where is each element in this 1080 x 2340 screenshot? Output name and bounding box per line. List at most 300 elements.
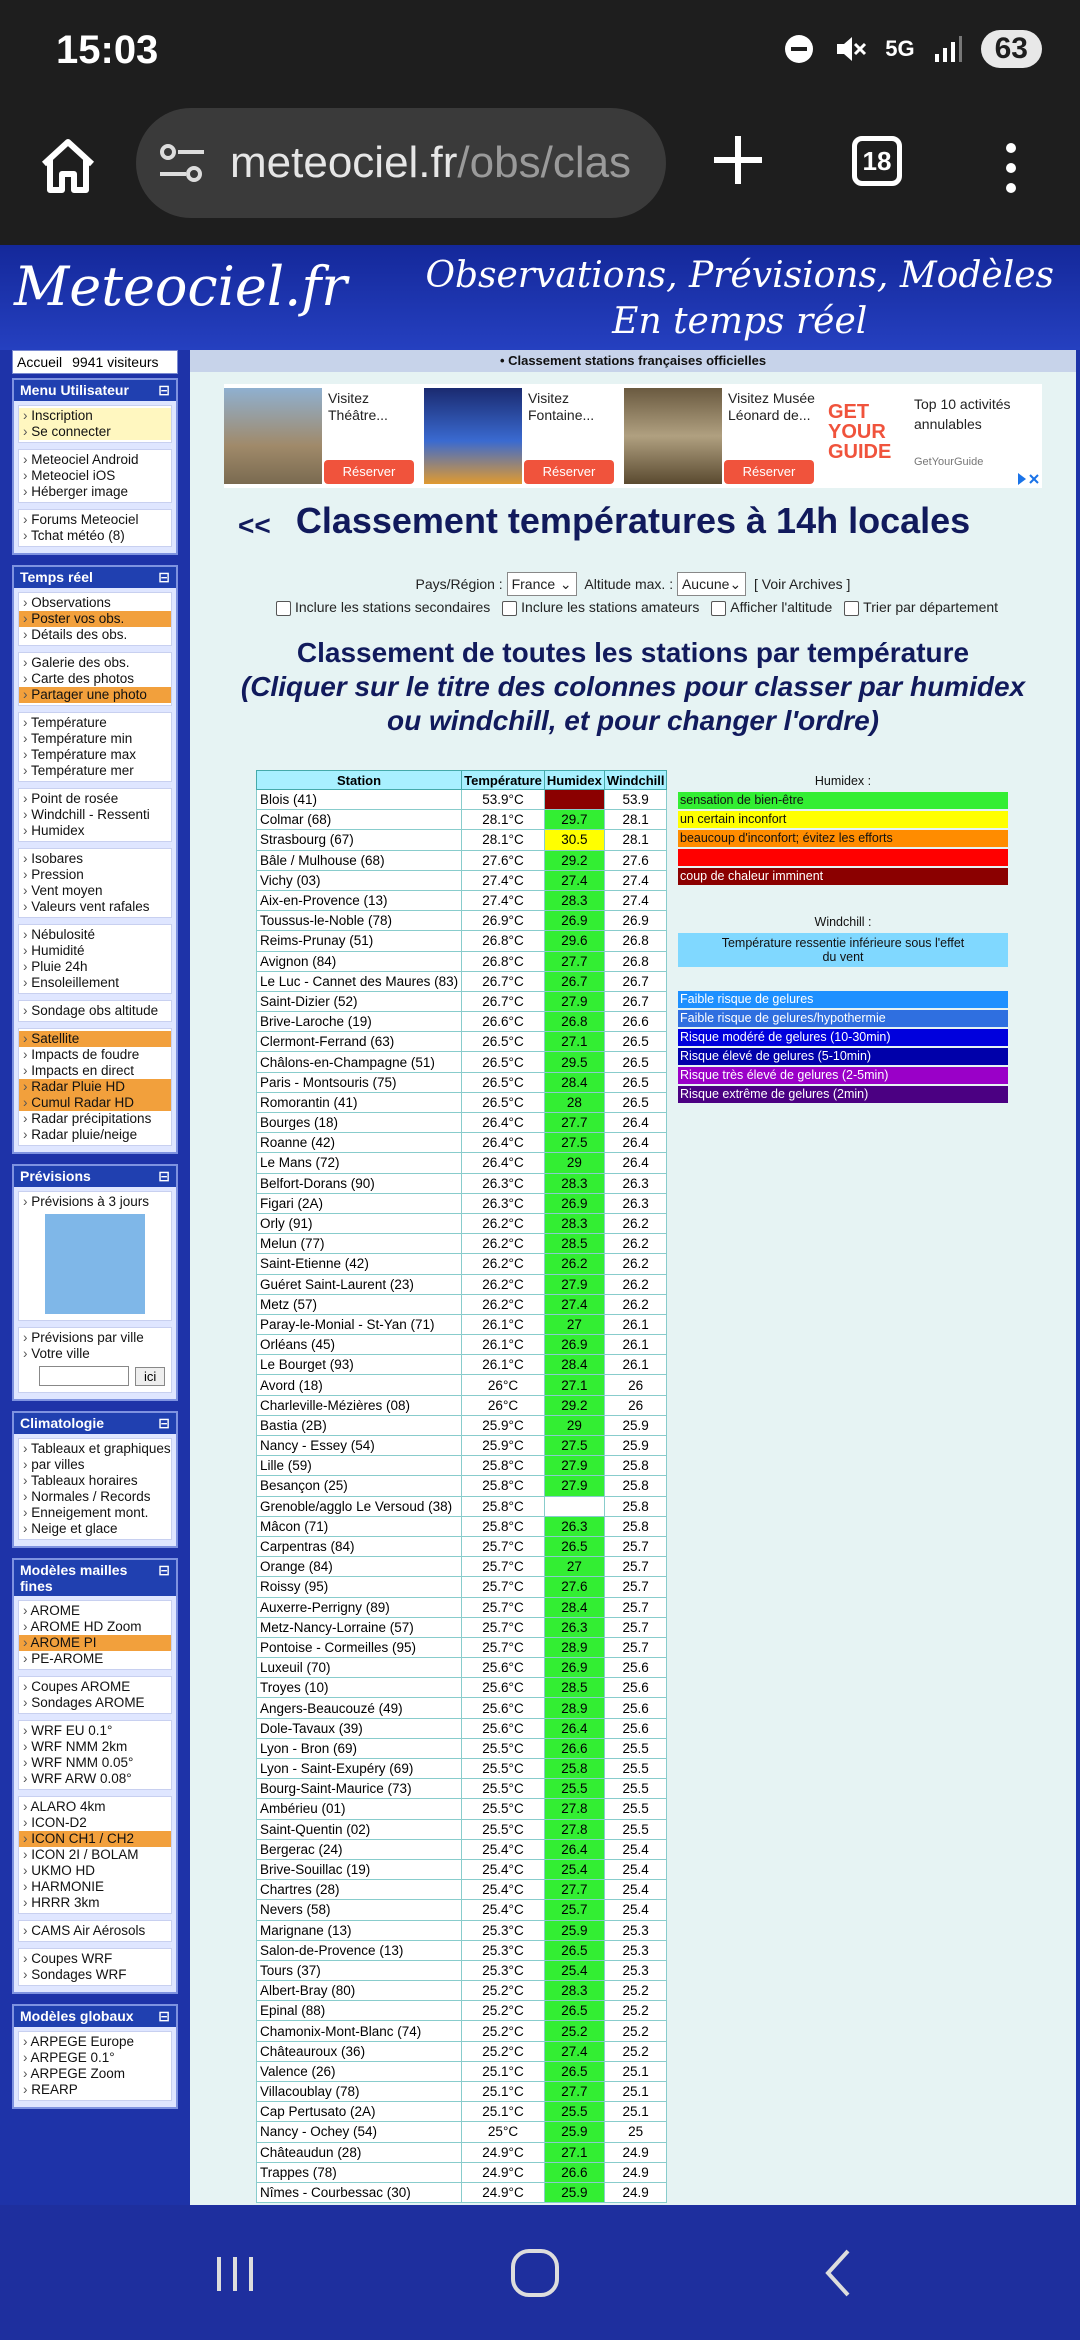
station-name[interactable]: Luxeuil (70) <box>257 1658 462 1678</box>
station-name[interactable]: Châteauroux (36) <box>257 2041 462 2061</box>
table-row <box>257 1012 667 1032</box>
humidex-cell: 25.9 <box>544 2182 604 2202</box>
sidebar-link[interactable]: › Sondage obs altitude <box>19 1003 171 1019</box>
station-name[interactable]: Avignon (84) <box>257 951 462 971</box>
temperature-cell: 25.2°C <box>462 1981 545 2001</box>
collapse-icon[interactable]: ⊟ <box>158 1562 170 1578</box>
column-header[interactable]: Température <box>462 771 545 790</box>
site-settings-icon[interactable] <box>154 138 214 188</box>
sidebar-link[interactable]: › ICON-D2 <box>19 1815 171 1831</box>
secondary-stations-checkbox[interactable] <box>276 601 291 616</box>
windchill-cell: 25.5 <box>604 1819 667 1839</box>
humidex-legend-title: Humidex : <box>814 774 872 788</box>
station-name[interactable]: Auxerre-Perrigny (89) <box>257 1597 462 1617</box>
sidebar-link[interactable]: › AROME PI <box>19 1635 171 1651</box>
windchill-cell: 25.9 <box>604 1436 667 1456</box>
altitude-select[interactable] <box>677 572 746 596</box>
ad-card-getyourguide[interactable] <box>824 384 1042 488</box>
station-name[interactable]: Valence (26) <box>257 2061 462 2081</box>
humidex-cell: 27.4 <box>544 870 604 890</box>
station-name[interactable]: Carpentras (84) <box>257 1536 462 1556</box>
table-row <box>257 1658 667 1678</box>
station-name[interactable]: Toussus-le-Noble (78) <box>257 911 462 931</box>
station-name[interactable]: Bergerac (24) <box>257 1839 462 1859</box>
tab-count-button[interactable]: 18 <box>852 136 902 186</box>
station-name[interactable]: Grenoble/agglo Le Versoud (38) <box>257 1496 462 1516</box>
station-name[interactable]: Melun (77) <box>257 1234 462 1254</box>
humidex-cell: 26.5 <box>544 2061 604 2081</box>
humidex-cell: 25.8 <box>544 1759 604 1779</box>
sidebar-link[interactable]: › Partager une photo <box>19 687 171 703</box>
collapse-icon[interactable]: ⊟ <box>158 2008 170 2024</box>
windchill-cell: 26.4 <box>604 1113 667 1133</box>
table-row <box>257 1496 667 1516</box>
temperature-cell: 25.1°C <box>462 2102 545 2122</box>
windchill-cell: 24.9 <box>604 2162 667 2182</box>
table-row <box>257 1133 667 1153</box>
table-row <box>257 951 667 971</box>
home-nav-icon[interactable] <box>505 2243 565 2303</box>
station-name[interactable]: Bourg-Saint-Maurice (73) <box>257 1779 462 1799</box>
table-row <box>257 1920 667 1940</box>
sidebar-link[interactable]: › Meteociel iOS <box>19 468 171 484</box>
sidebar-link[interactable]: › Windchill - Ressenti <box>19 807 171 823</box>
sidebar-link[interactable]: › Température mer <box>19 763 171 779</box>
table-row <box>257 1314 667 1334</box>
column-header[interactable]: Station <box>257 771 462 790</box>
station-name[interactable]: Le Mans (72) <box>257 1153 462 1173</box>
sidebar-link[interactable]: › Coupes WRF <box>19 1951 171 1967</box>
sidebar-link[interactable]: › Observations <box>19 595 171 611</box>
sidebar-link[interactable]: › Inscription <box>19 408 171 424</box>
station-name[interactable]: Brive-Souillac (19) <box>257 1859 462 1879</box>
show-altitude-checkbox[interactable] <box>711 601 726 616</box>
station-name[interactable]: Belfort-Dorans (90) <box>257 1173 462 1193</box>
archives-link[interactable]: [ Voir Archives ] <box>753 576 851 592</box>
sidebar-link[interactable]: › Pluie 24h <box>19 959 171 975</box>
legend-row: sensation de bien-être <box>678 792 1008 809</box>
station-name[interactable]: Chartres (28) <box>257 1880 462 1900</box>
station-name[interactable]: Figari (2A) <box>257 1193 462 1213</box>
windchill-cell: 26.3 <box>604 1193 667 1213</box>
station-name[interactable]: Charleville-Mézières (08) <box>257 1395 462 1415</box>
sidebar-link[interactable]: › Tableaux horaires <box>19 1473 171 1489</box>
station-name[interactable]: Mâcon (71) <box>257 1516 462 1536</box>
checkbox-label: Afficher l'altitude <box>730 599 833 615</box>
windchill-cell: 26.6 <box>604 1012 667 1032</box>
station-name[interactable]: Roanne (42) <box>257 1133 462 1153</box>
station-name[interactable]: Lyon - Saint-Exupéry (69) <box>257 1759 462 1779</box>
station-name[interactable]: Romorantin (41) <box>257 1092 462 1112</box>
temperature-cell: 26.6°C <box>462 1012 545 1032</box>
legend-row: Risque très élevé de gelures (2-5min) <box>678 1067 1008 1084</box>
humidex-cell: 26.4 <box>544 1718 604 1738</box>
station-name[interactable]: Strasbourg (67) <box>257 830 462 850</box>
humidex-cell: 28.5 <box>544 1234 604 1254</box>
sidebar-link[interactable]: › WRF ARW 0.08° <box>19 1771 171 1787</box>
windchill-cell: 25 <box>604 2122 667 2142</box>
station-name[interactable]: Colmar (68) <box>257 810 462 830</box>
windchill-cell: 25.1 <box>604 2082 667 2102</box>
sidebar-link[interactable]: › Poster vos obs. <box>19 611 171 627</box>
country-select[interactable] <box>507 572 577 596</box>
sidebar-section-title[interactable] <box>14 567 176 588</box>
sidebar-group <box>18 1676 172 1714</box>
section-title-text: Temps réel <box>20 569 93 585</box>
collapse-icon[interactable]: ⊟ <box>158 1415 170 1431</box>
sidebar-link[interactable]: › UKMO HD <box>19 1863 171 1879</box>
sidebar-link[interactable]: › Forums Meteociel <box>19 512 171 528</box>
station-name[interactable]: Saint-Etienne (42) <box>257 1254 462 1274</box>
city-search-button[interactable]: ici <box>135 1367 165 1386</box>
sidebar-link[interactable]: › WRF NMM 2km <box>19 1739 171 1755</box>
temperature-cell: 25.1°C <box>462 2061 545 2081</box>
sidebar-link[interactable]: › CAMS Air Aérosols <box>19 1923 171 1939</box>
windchill-cell: 26.8 <box>604 931 667 951</box>
humidex-cell: 29.2 <box>544 850 604 870</box>
legend-row: un certain inconfort <box>678 811 1008 828</box>
humidex-cell: 27 <box>544 1314 604 1334</box>
station-name[interactable]: Châteaudun (28) <box>257 2142 462 2162</box>
sidebar-link[interactable]: › Isobares <box>19 851 171 867</box>
home-icon[interactable] <box>38 136 98 196</box>
sidebar-sections <box>12 378 178 2109</box>
back-nav-icon[interactable] <box>810 2243 870 2303</box>
amateur-stations-checkbox[interactable] <box>502 601 517 616</box>
temperature-cell: 25.6°C <box>462 1678 545 1698</box>
station-name[interactable]: Metz-Nancy-Lorraine (57) <box>257 1617 462 1637</box>
station-name[interactable]: Orly (91) <box>257 1213 462 1233</box>
sidebar-section-title[interactable] <box>14 1560 176 1596</box>
station-name[interactable]: Dole-Tavaux (39) <box>257 1718 462 1738</box>
humidex-cell: 26.5 <box>544 1536 604 1556</box>
windchill-cell: 26 <box>604 1395 667 1415</box>
site-logo[interactable]: Meteociel.fr <box>14 255 348 318</box>
station-name[interactable]: Chamonix-Mont-Blanc (74) <box>257 2021 462 2041</box>
sidebar-section-title[interactable] <box>14 1413 176 1434</box>
windchill-cell: 26.7 <box>604 991 667 1011</box>
humidex-cell: 27.9 <box>544 1476 604 1496</box>
station-name[interactable]: Cap Pertusato (2A) <box>257 2102 462 2122</box>
legend-row: coup de chaleur imminent <box>678 868 1008 885</box>
recent-apps-icon[interactable] <box>205 2243 265 2303</box>
sidebar-link[interactable]: › Votre ville <box>19 1346 171 1362</box>
humidex-cell: 26.4 <box>544 1839 604 1859</box>
station-name[interactable]: Roissy (95) <box>257 1577 462 1597</box>
temperature-cell: 25.8°C <box>462 1516 545 1536</box>
station-name[interactable]: Trappes (78) <box>257 2162 462 2182</box>
ad-image <box>624 388 722 484</box>
station-name[interactable]: Orange (84) <box>257 1557 462 1577</box>
url-text[interactable] <box>230 138 631 188</box>
humidex-cell: 28.3 <box>544 1213 604 1233</box>
sidebar-link[interactable]: › HARMONIE <box>19 1879 171 1895</box>
table-row <box>257 1799 667 1819</box>
station-name[interactable]: Blois (41) <box>257 790 462 810</box>
station-name[interactable]: Aix-en-Provence (13) <box>257 890 462 910</box>
station-name[interactable]: Bastia (2B) <box>257 1415 462 1435</box>
city-input[interactable] <box>39 1366 129 1386</box>
humidex-cell: 28 <box>544 1092 604 1112</box>
station-name[interactable]: Saint-Dizier (52) <box>257 991 462 1011</box>
windchill-cell: 26.1 <box>604 1355 667 1375</box>
station-name[interactable]: Troyes (10) <box>257 1678 462 1698</box>
sidebar-link[interactable]: › REARP <box>19 2082 171 2098</box>
sidebar-link[interactable]: › Tableaux et graphiques <box>19 1441 171 1457</box>
station-name[interactable]: Guéret Saint-Laurent (23) <box>257 1274 462 1294</box>
station-name[interactable]: Angers-Beaucouzé (49) <box>257 1698 462 1718</box>
ad-card[interactable] <box>424 384 620 488</box>
sidebar-link[interactable]: › Détails des obs. <box>19 627 171 643</box>
home-link[interactable]: Accueil <box>17 354 63 370</box>
station-name[interactable]: Paris - Montsouris (75) <box>257 1072 462 1092</box>
sidebar-link[interactable]: › Carte des photos <box>19 671 171 687</box>
humidex-cell: 27.7 <box>544 1880 604 1900</box>
sidebar-link[interactable]: › Neige et glace <box>19 1521 171 1537</box>
windchill-cell: 25.5 <box>604 1779 667 1799</box>
sidebar-link[interactable]: › Vent moyen <box>19 883 171 899</box>
temperature-cell: 25.4°C <box>462 1839 545 1859</box>
station-name[interactable]: Lyon - Bron (69) <box>257 1738 462 1758</box>
legend-row: danger <box>678 849 1008 866</box>
sidebar-link[interactable]: › ICON 2I / BOLAM <box>19 1847 171 1863</box>
sidebar-link[interactable]: › ICON CH1 / CH2 <box>19 1831 171 1847</box>
address-bar[interactable] <box>136 108 666 218</box>
collapse-icon[interactable]: ⊟ <box>158 382 170 398</box>
sidebar-link[interactable]: › Cumul Radar HD <box>19 1095 171 1111</box>
table-row <box>257 1436 667 1456</box>
humidex-cell: 27.5 <box>544 1133 604 1153</box>
sidebar-link[interactable]: › Galerie des obs. <box>19 655 171 671</box>
legend-row: Faible risque de gelures <box>678 991 1008 1008</box>
sidebar-group <box>18 712 172 782</box>
new-tab-icon[interactable] <box>706 128 770 192</box>
table-row <box>257 1092 667 1112</box>
table-row <box>257 1637 667 1657</box>
collapse-icon[interactable]: ⊟ <box>158 1168 170 1184</box>
station-name[interactable]: Le Luc - Cannet des Maures (83) <box>257 971 462 991</box>
humidex-cell: 27.1 <box>544 1032 604 1052</box>
station-name[interactable]: Albert-Bray (80) <box>257 1981 462 2001</box>
section-title-text: Menu Utilisateur <box>20 382 129 398</box>
legend-row: Risque modéré de gelures (10-30min) <box>678 1029 1008 1046</box>
station-name[interactable]: Nancy - Ochey (54) <box>257 2122 462 2142</box>
mute-icon <box>833 32 867 66</box>
sidebar-link[interactable]: › PE-AROME <box>19 1651 171 1667</box>
station-name[interactable]: Bourges (18) <box>257 1113 462 1133</box>
station-name[interactable]: Orléans (45) <box>257 1335 462 1355</box>
sidebar-link[interactable]: › Coupes AROME <box>19 1679 171 1695</box>
sidebar-section-title[interactable] <box>14 2006 176 2027</box>
sidebar-link[interactable]: › WRF EU 0.1° <box>19 1723 171 1739</box>
sidebar-link[interactable]: › WRF NMM 0.05° <box>19 1755 171 1771</box>
sidebar-link[interactable]: › Prévisions par ville <box>19 1330 171 1346</box>
sidebar-link[interactable]: › HRRR 3km <box>19 1895 171 1911</box>
sidebar-link[interactable]: › Radar Pluie HD <box>19 1079 171 1095</box>
station-name[interactable]: Metz (57) <box>257 1294 462 1314</box>
url-path: /obs/clas <box>457 138 632 187</box>
battery-indicator: 63 <box>981 30 1042 68</box>
sidebar-section-title[interactable] <box>14 380 176 401</box>
station-name[interactable]: Bâle / Mulhouse (68) <box>257 850 462 870</box>
table-row <box>257 2061 667 2081</box>
table-row <box>257 1153 667 1173</box>
back-link[interactable]: << <box>238 510 271 541</box>
sort-department-checkbox[interactable] <box>844 601 859 616</box>
table-row <box>257 2041 667 2061</box>
adchoices-icon[interactable] <box>1016 472 1040 486</box>
reserve-button[interactable]: Réserver <box>524 460 614 484</box>
windchill-cell: 26.2 <box>604 1213 667 1233</box>
station-name[interactable]: Tours (37) <box>257 1960 462 1980</box>
windchill-cell: 25.3 <box>604 1940 667 1960</box>
sidebar-link[interactable]: › Température min <box>19 731 171 747</box>
humidex-cell: 25.4 <box>544 1960 604 1980</box>
sidebar-link[interactable]: › AROME <box>19 1603 171 1619</box>
ad-card[interactable] <box>624 384 820 488</box>
temperature-cell: 24.9°C <box>462 2162 545 2182</box>
ad-card[interactable] <box>224 384 420 488</box>
station-name[interactable]: Brive-Laroche (19) <box>257 1012 462 1032</box>
sidebar-link[interactable]: › ARPEGE 0.1° <box>19 2050 171 2066</box>
sidebar-link[interactable]: › Impacts en direct <box>19 1063 171 1079</box>
windchill-cell: 26 <box>604 1375 667 1395</box>
sidebar-link[interactable]: › par villes <box>19 1457 171 1473</box>
windchill-cell: 25.6 <box>604 1698 667 1718</box>
windchill-cell: 26.7 <box>604 971 667 991</box>
station-name[interactable]: Besançon (25) <box>257 1476 462 1496</box>
sidebar-link[interactable]: › Tchat météo (8) <box>19 528 171 544</box>
sidebar-link[interactable]: › Se connecter <box>19 424 171 440</box>
windchill-legend-title: Windchill : <box>814 915 872 929</box>
station-name[interactable]: Avord (18) <box>257 1375 462 1395</box>
station-name[interactable]: Ambérieu (01) <box>257 1799 462 1819</box>
sidebar-link[interactable]: › Ensoleillement <box>19 975 171 991</box>
more-options-icon[interactable] <box>996 138 1026 198</box>
sidebar-link[interactable]: › Normales / Records <box>19 1489 171 1505</box>
column-header[interactable]: Humidex <box>544 771 604 790</box>
sidebar-link[interactable]: › Point de rosée <box>19 791 171 807</box>
column-header[interactable]: Windchill <box>604 771 667 790</box>
main-content <box>190 350 1076 2205</box>
temperature-cell: 25.3°C <box>462 1940 545 1960</box>
temperature-cell: 53.9°C <box>462 790 545 810</box>
station-name[interactable]: Saint-Quentin (02) <box>257 1819 462 1839</box>
sidebar-link[interactable]: › Prévisions à 3 jours <box>19 1194 171 1210</box>
station-name[interactable]: Lille (59) <box>257 1456 462 1476</box>
table-row <box>257 810 667 830</box>
altitude-value: Aucune <box>681 576 730 592</box>
table-row <box>257 1698 667 1718</box>
sidebar-link[interactable]: › Température <box>19 715 171 731</box>
collapse-icon[interactable]: ⊟ <box>158 569 170 585</box>
windchill-cell: 25.3 <box>604 1920 667 1940</box>
ad-banner[interactable] <box>224 384 1042 488</box>
station-name[interactable]: Salon-de-Provence (13) <box>257 1940 462 1960</box>
checkbox-label: Inclure les stations secondaires <box>294 599 491 615</box>
sidebar-link[interactable]: › Radar précipitations <box>19 1111 171 1127</box>
temperature-cell: 26.2°C <box>462 1213 545 1233</box>
station-name[interactable]: Nevers (58) <box>257 1900 462 1920</box>
sidebar-link[interactable]: › Pression <box>19 867 171 883</box>
sidebar-link[interactable]: › AROME HD Zoom <box>19 1619 171 1635</box>
station-name[interactable]: Le Bourget (93) <box>257 1355 462 1375</box>
windchill-cell: 25.7 <box>604 1557 667 1577</box>
sidebar-link[interactable]: › Héberger image <box>19 484 171 500</box>
station-name[interactable]: Marignane (13) <box>257 1920 462 1940</box>
station-name[interactable]: Reims-Prunay (51) <box>257 931 462 951</box>
humidex-cell: 27.1 <box>544 2142 604 2162</box>
sidebar-link[interactable]: › Sondages AROME <box>19 1695 171 1711</box>
sidebar-section <box>12 2004 178 2109</box>
temperature-cell: 25.7°C <box>462 1536 545 1556</box>
humidex-cell: 25.5 <box>544 1779 604 1799</box>
windchill-cell: 25.7 <box>604 1577 667 1597</box>
temperature-cell: 25.9°C <box>462 1436 545 1456</box>
station-name[interactable]: Villacoublay (78) <box>257 2082 462 2102</box>
sidebar-section-title[interactable] <box>14 1166 176 1187</box>
status-icons <box>783 30 1042 68</box>
table-body <box>257 790 667 2203</box>
sidebar-link[interactable]: › Radar pluie/neige <box>19 1127 171 1143</box>
humidex-cell: 26.2 <box>544 1254 604 1274</box>
station-name[interactable]: Nîmes - Courbessac (30) <box>257 2182 462 2202</box>
sidebar-link[interactable]: › Humidex <box>19 823 171 839</box>
windchill-cell: 25.2 <box>604 2041 667 2061</box>
sidebar-link[interactable]: › Température max <box>19 747 171 763</box>
windchill-cell: 25.7 <box>604 1637 667 1657</box>
sidebar-link[interactable]: › Satellite <box>19 1031 171 1047</box>
humidex-cell: 27.7 <box>544 1113 604 1133</box>
station-name[interactable]: Nancy - Essey (54) <box>257 1436 462 1456</box>
humidex-cell: 28.9 <box>544 1698 604 1718</box>
sidebar-link[interactable]: › Impacts de foudre <box>19 1047 171 1063</box>
forecast-map-thumbnail[interactable] <box>45 1214 145 1314</box>
station-name[interactable]: Vichy (03) <box>257 870 462 890</box>
windchill-cell: 26.5 <box>604 1092 667 1112</box>
sidebar-link[interactable]: › Meteociel Android <box>19 452 171 468</box>
reserve-button[interactable]: Réserver <box>324 460 414 484</box>
reserve-button[interactable]: Réserver <box>724 460 814 484</box>
table-row <box>257 1032 667 1052</box>
sidebar-link[interactable]: › Humidité <box>19 943 171 959</box>
table-row <box>257 1880 667 1900</box>
table-row <box>257 1577 667 1597</box>
sidebar-link[interactable]: › ARPEGE Zoom <box>19 2066 171 2082</box>
temperature-cell: 25.2°C <box>462 2041 545 2061</box>
station-name[interactable]: Paray-le-Monial - St-Yan (71) <box>257 1314 462 1334</box>
station-name[interactable]: Pontoise - Cormeilles (95) <box>257 1637 462 1657</box>
table-row <box>257 1678 667 1698</box>
sidebar-link[interactable]: › ALARO 4km <box>19 1799 171 1815</box>
sidebar-link[interactable]: › Sondages WRF <box>19 1967 171 1983</box>
city-search-row <box>19 1362 171 1390</box>
sidebar-link[interactable]: › Enneigement mont. <box>19 1505 171 1521</box>
sidebar-link[interactable]: › Nébulosité <box>19 927 171 943</box>
table-row <box>257 1940 667 1960</box>
sidebar-top <box>12 350 178 374</box>
station-name[interactable]: Clermont-Ferrand (63) <box>257 1032 462 1052</box>
windchill-cell: 25.7 <box>604 1597 667 1617</box>
station-name[interactable]: Châlons-en-Champagne (51) <box>257 1052 462 1072</box>
windchill-cell: 26.1 <box>604 1314 667 1334</box>
filters <box>190 572 1076 618</box>
temperature-cell: 28.1°C <box>462 830 545 850</box>
sidebar-link[interactable]: › Valeurs vent rafales <box>19 899 171 915</box>
sidebar-link[interactable]: › ARPEGE Europe <box>19 2034 171 2050</box>
station-name[interactable]: Epinal (88) <box>257 2001 462 2021</box>
humidex-cell: 27.7 <box>544 951 604 971</box>
